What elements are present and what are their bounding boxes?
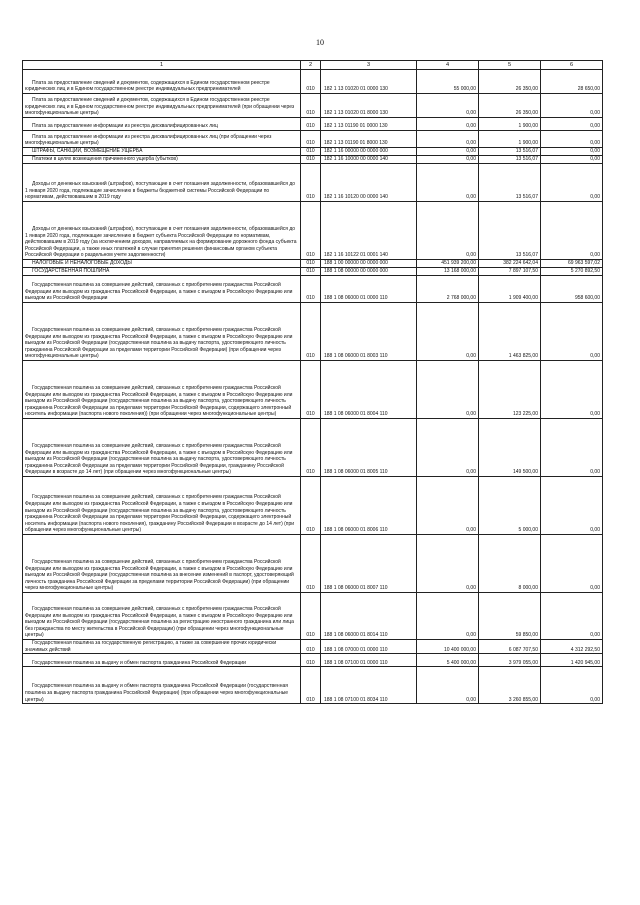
row-approved-amount-cell: 10 400 000,00 — [417, 640, 479, 654]
row-approved-amount-cell: 451 939 200,00 — [417, 260, 479, 268]
row-classification-code-cell: 188 1 08 00000 00 0000 000 — [321, 268, 417, 276]
row-executed-amount-cell: 5 000,00 — [479, 477, 541, 535]
table-row — [23, 260, 603, 268]
row-executed-amount-cell: 3 979 055,00 — [479, 654, 541, 667]
row-executed-amount-cell: 1 900,00 — [479, 118, 541, 131]
row-unexecuted-amount-cell: 0,00 — [541, 202, 603, 260]
row-name-cell: Государственная пошлина за выдачу и обмен паспорта гражданина Российской Федерации — [23, 654, 301, 667]
row-line-code-cell: 010 — [301, 419, 321, 477]
row-approved-amount-cell: 0,00 — [417, 164, 479, 202]
row-unexecuted-amount-cell: 28 650,00 — [541, 70, 603, 94]
row-line-code-cell: 010 — [301, 303, 321, 361]
row-executed-amount-cell: 13 516,07 — [479, 202, 541, 260]
row-name-cell: Государственная пошлина за выдачу и обмен паспорта гражданина Российской Федерации (государственная пошлина за выдачу паспорта гражданина Российской Федерации) (при обращении через многофункциональные центры) — [23, 667, 301, 704]
table-row — [23, 148, 603, 156]
row-executed-amount-cell: 13 516,07 — [479, 148, 541, 156]
header-cell: 5 — [479, 61, 541, 70]
table-row — [23, 156, 603, 164]
table-row — [23, 131, 603, 148]
row-line-code-cell: 010 — [301, 535, 321, 593]
row-classification-code-cell: 188 1 08 06000 01 0000 110 — [321, 276, 417, 303]
table-row — [23, 303, 603, 361]
row-executed-amount-cell: 1 909 400,00 — [479, 276, 541, 303]
row-unexecuted-amount-cell: 958 600,00 — [541, 276, 603, 303]
row-name-cell: ГОСУДАРСТВЕННАЯ ПОШЛИНА — [23, 268, 301, 276]
table-row — [23, 654, 603, 667]
row-approved-amount-cell: 55 000,00 — [417, 70, 479, 94]
row-classification-code-cell: 182 1 13 01020 01 8000 130 — [321, 94, 417, 118]
row-approved-amount-cell: 0,00 — [417, 361, 479, 419]
row-classification-code-cell: 188 1 08 06000 01 8007 110 — [321, 535, 417, 593]
row-line-code-cell: 010 — [301, 654, 321, 667]
table-row — [23, 118, 603, 131]
row-unexecuted-amount-cell: 0,00 — [541, 361, 603, 419]
row-classification-code-cell: 188 1 08 06000 01 8005 110 — [321, 419, 417, 477]
row-line-code-cell: 010 — [301, 276, 321, 303]
row-name-cell: Государственная пошлина за совершение действий, связанных с приобретением гражданства Российской Федерации или выходом из гражданства Российской Федерации, а также с въездом в Российскую Федерацию или выездом из Российской Федерации (государственная пошлина за регистрацию иностранного гражданина или лица без гражданства по месту жительства в Российской Федерации) (при обращении через многофункциональные центры) — [23, 593, 301, 640]
row-executed-amount-cell: 8 000,00 — [479, 535, 541, 593]
row-executed-amount-cell: 7 897 107,50 — [479, 268, 541, 276]
row-name-cell: Государственная пошлина за совершение действий, связанных с приобретением гражданства Российской Федерации или выходом из гражданства Российской Федерации, а также с въездом в Российскую Федерацию или выездом из Российской Федерации (государственная пошлина за выдачу паспорта, удостоверяющего личность гражданина Российской Федерации за пределами территории Российской Федерации, гражданину Российской Федерации в возрасте до 14 лет) (при обращении через многофункциональные центры) — [23, 419, 301, 477]
revenue-table — [22, 60, 603, 704]
row-unexecuted-amount-cell: 0,00 — [541, 477, 603, 535]
row-name-cell: Плата за предоставление сведений и документов, содержащихся в Едином государственном реестре юридических лиц и в Едином государственном реестре индивидуальных предпринимателей (при обращении через многофункциональные центры) — [23, 94, 301, 118]
row-executed-amount-cell: 13 516,07 — [479, 164, 541, 202]
row-classification-code-cell: 182 1 13 01190 01 8000 130 — [321, 131, 417, 148]
row-approved-amount-cell: 0,00 — [417, 535, 479, 593]
row-classification-code-cell: 188 1 08 07100 01 0000 110 — [321, 654, 417, 667]
table-row — [23, 535, 603, 593]
row-line-code-cell: 010 — [301, 164, 321, 202]
row-executed-amount-cell: 6 087 707,50 — [479, 640, 541, 654]
row-line-code-cell: 010 — [301, 94, 321, 118]
row-approved-amount-cell: 0,00 — [417, 667, 479, 704]
row-classification-code-cell: 188 1 08 07000 01 0000 110 — [321, 640, 417, 654]
table-header-row — [23, 61, 603, 70]
table-row — [23, 268, 603, 276]
row-name-cell: НАЛОГОВЫЕ И НЕНАЛОГОВЫЕ ДОХОДЫ — [23, 260, 301, 268]
row-name-cell: Плата за предоставление информации из реестра дисквалифицированных лиц (при обращении через многофункциональные центры) — [23, 131, 301, 148]
row-classification-code-cell: 188 1 08 06000 01 8004 110 — [321, 361, 417, 419]
row-name-cell: Государственная пошлина за совершение действий, связанных с приобретением гражданства Российской Федерации или выходом из гражданства Российской Федерации, а также с въездом в Российскую Федерацию или выездом из Российской Федерации (государственная пошлина за выдачу паспорта, удостоверяющего личность гражданина Российской Федерации за пределами территории Российской Федерации, содержащего электронный носитель информации (паспорта нового поколения)) (при обращении через многофункциональные центры) — [23, 361, 301, 419]
row-line-code-cell: 010 — [301, 156, 321, 164]
header-cell: 3 — [321, 61, 417, 70]
row-executed-amount-cell: 26 350,00 — [479, 70, 541, 94]
row-line-code-cell: 010 — [301, 477, 321, 535]
row-executed-amount-cell: 59 850,00 — [479, 593, 541, 640]
row-approved-amount-cell: 0,00 — [417, 131, 479, 148]
header-cell: 1 — [23, 61, 301, 70]
row-name-cell: Государственная пошлина за совершение действий, связанных с приобретением гражданства Российской Федерации или выходом из гражданства Российской Федерации, а также с въездом в Российскую Федерацию или выездом из Российской Федерации — [23, 276, 301, 303]
row-executed-amount-cell: 382 224 642,04 — [479, 260, 541, 268]
row-line-code-cell: 010 — [301, 118, 321, 131]
row-classification-code-cell: 182 1 13 01020 01 0000 130 — [321, 70, 417, 94]
row-name-cell: Доходы от денежных взысканий (штрафов), поступающие в счет погашения задолженности, образовавшейся до 1 января 2020 года, подлежащие зачислению в бюджет субъекта Российской Федерации по нормативам, действовавшим в 2019 году (за исключением доходов, направляемых на формирование дорожного фонда субъекта Российской Федерации, а также иных платежей в случае принятия решения финансовым органом субъекта Российской Федерации о раздельном учете задолженности) — [23, 202, 301, 260]
header-cell: 2 — [301, 61, 321, 70]
header-cell: 4 — [417, 61, 479, 70]
row-classification-code-cell: 188 1 08 06000 01 8003 110 — [321, 303, 417, 361]
row-name-cell: Государственная пошлина за совершение действий, связанных с приобретением гражданства Российской Федерации или выходом из гражданства Российской Федерации, а также с въездом в Российскую Федерацию или выездом из Российской Федерации (государственная пошлина за выдачу паспорта, удостоверяющего личность гражданина Российской Федерации за пределами территории Российской Федерации, содержащего электронный носитель информации (паспорта нового поколения), гражданину Российской Федерации в возрасте до 14 лет) (при обращении через многофункциональные центры) — [23, 477, 301, 535]
row-classification-code-cell: 188 1 08 06000 01 8006 110 — [321, 477, 417, 535]
row-line-code-cell: 010 — [301, 593, 321, 640]
row-line-code-cell: 010 — [301, 361, 321, 419]
row-line-code-cell: 010 — [301, 268, 321, 276]
row-unexecuted-amount-cell: 0,00 — [541, 667, 603, 704]
row-classification-code-cell: 182 1 13 01190 01 0000 130 — [321, 118, 417, 131]
table-row — [23, 593, 603, 640]
table-row — [23, 419, 603, 477]
row-classification-code-cell: 182 1 16 10000 00 0000 140 — [321, 156, 417, 164]
row-unexecuted-amount-cell: 69 963 597,02 — [541, 260, 603, 268]
row-unexecuted-amount-cell: 0,00 — [541, 156, 603, 164]
row-approved-amount-cell: 0,00 — [417, 593, 479, 640]
row-unexecuted-amount-cell: 0,00 — [541, 118, 603, 131]
row-executed-amount-cell: 149 500,00 — [479, 419, 541, 477]
row-line-code-cell: 010 — [301, 667, 321, 704]
table-row — [23, 202, 603, 260]
row-name-cell: Плата за предоставление информации из реестра дисквалифицированных лиц — [23, 118, 301, 131]
table-row — [23, 640, 603, 654]
row-classification-code-cell: 182 1 16 00000 00 0000 000 — [321, 148, 417, 156]
table-row — [23, 70, 603, 94]
header-cell: 6 — [541, 61, 603, 70]
row-executed-amount-cell: 1 463 825,00 — [479, 303, 541, 361]
row-approved-amount-cell: 2 768 000,00 — [417, 276, 479, 303]
row-line-code-cell: 010 — [301, 70, 321, 94]
row-name-cell: Государственная пошлина за совершение действий, связанных с приобретением гражданства Российской Федерации или выходом из гражданства Российской Федерации, а также с въездом в Российскую Федерацию или выездом из Российской Федерации (государственная пошлина за выдачу паспорта, удостоверяющего личность гражданина Российской Федерации за пределами территории Российской Федерации) (при обращении через многофункциональные центры) — [23, 303, 301, 361]
row-unexecuted-amount-cell: 0,00 — [541, 94, 603, 118]
row-classification-code-cell: 188 1 08 07100 01 8034 110 — [321, 667, 417, 704]
row-unexecuted-amount-cell: 0,00 — [541, 535, 603, 593]
row-approved-amount-cell: 13 168 000,00 — [417, 268, 479, 276]
row-unexecuted-amount-cell: 4 312 292,50 — [541, 640, 603, 654]
table-row — [23, 94, 603, 118]
row-approved-amount-cell: 0,00 — [417, 148, 479, 156]
row-line-code-cell: 010 — [301, 131, 321, 148]
row-classification-code-cell: 188 1 08 06000 01 8014 110 — [321, 593, 417, 640]
row-line-code-cell: 010 — [301, 202, 321, 260]
row-approved-amount-cell: 0,00 — [417, 94, 479, 118]
table-row — [23, 276, 603, 303]
row-classification-code-cell: 188 1 00 00000 00 0000 000 — [321, 260, 417, 268]
row-name-cell: Доходы от денежных взысканий (штрафов), поступающие в счет погашения задолженности, образовавшейся до 1 января 2020 года, подлежащие зачислению в бюджеты бюджетной системы Российской Федерации по нормативам, действовавшим в 2019 году — [23, 164, 301, 202]
row-classification-code-cell: 182 1 16 10120 00 0000 140 — [321, 164, 417, 202]
row-approved-amount-cell: 0,00 — [417, 118, 479, 131]
row-approved-amount-cell: 0,00 — [417, 303, 479, 361]
table-row — [23, 164, 603, 202]
row-executed-amount-cell: 26 350,00 — [479, 94, 541, 118]
row-executed-amount-cell: 13 516,07 — [479, 156, 541, 164]
table-row — [23, 477, 603, 535]
row-name-cell: Государственная пошлина за совершение действий, связанных с приобретением гражданства Российской Федерации или выходом из гражданства Российской Федерации, а также с въездом в Российскую Федерацию или выездом из Российской Федерации (государственная пошлина за внесение изменений в паспорт, удостоверяющий личность гражданина Российской Федерации за пределами территории Российской Федерации) (при обращении через многофункциональные центры) — [23, 535, 301, 593]
row-unexecuted-amount-cell: 0,00 — [541, 164, 603, 202]
row-line-code-cell: 010 — [301, 260, 321, 268]
row-approved-amount-cell: 0,00 — [417, 156, 479, 164]
row-executed-amount-cell: 123 225,00 — [479, 361, 541, 419]
row-executed-amount-cell: 3 260 855,00 — [479, 667, 541, 704]
row-unexecuted-amount-cell: 1 420 945,00 — [541, 654, 603, 667]
row-approved-amount-cell: 0,00 — [417, 477, 479, 535]
row-name-cell: Плата за предоставление сведений и документов, содержащихся в Едином государственном реестре юридических лиц и в Едином государственном реестре индивидуальных предпринимателей — [23, 70, 301, 94]
row-unexecuted-amount-cell: 0,00 — [541, 303, 603, 361]
row-approved-amount-cell: 0,00 — [417, 202, 479, 260]
row-line-code-cell: 010 — [301, 640, 321, 654]
row-name-cell: Платежи в целях возмещения причиненного ущерба (убытков) — [23, 156, 301, 164]
row-unexecuted-amount-cell: 0,00 — [541, 419, 603, 477]
row-unexecuted-amount-cell: 5 270 892,50 — [541, 268, 603, 276]
row-unexecuted-amount-cell: 0,00 — [541, 148, 603, 156]
row-name-cell: Государственная пошлина за государственную регистрацию, а также за совершение прочих юридически значимых действий — [23, 640, 301, 654]
row-name-cell: ШТРАФЫ, САНКЦИИ, ВОЗМЕЩЕНИЕ УЩЕРБА — [23, 148, 301, 156]
row-approved-amount-cell: 5 400 000,00 — [417, 654, 479, 667]
row-line-code-cell: 010 — [301, 148, 321, 156]
page-number: 10 — [316, 38, 324, 47]
table-row — [23, 361, 603, 419]
row-unexecuted-amount-cell: 0,00 — [541, 131, 603, 148]
row-executed-amount-cell: 1 900,00 — [479, 131, 541, 148]
row-unexecuted-amount-cell: 0,00 — [541, 593, 603, 640]
row-classification-code-cell: 182 1 16 10122 01 0001 140 — [321, 202, 417, 260]
row-approved-amount-cell: 0,00 — [417, 419, 479, 477]
table-row — [23, 667, 603, 704]
